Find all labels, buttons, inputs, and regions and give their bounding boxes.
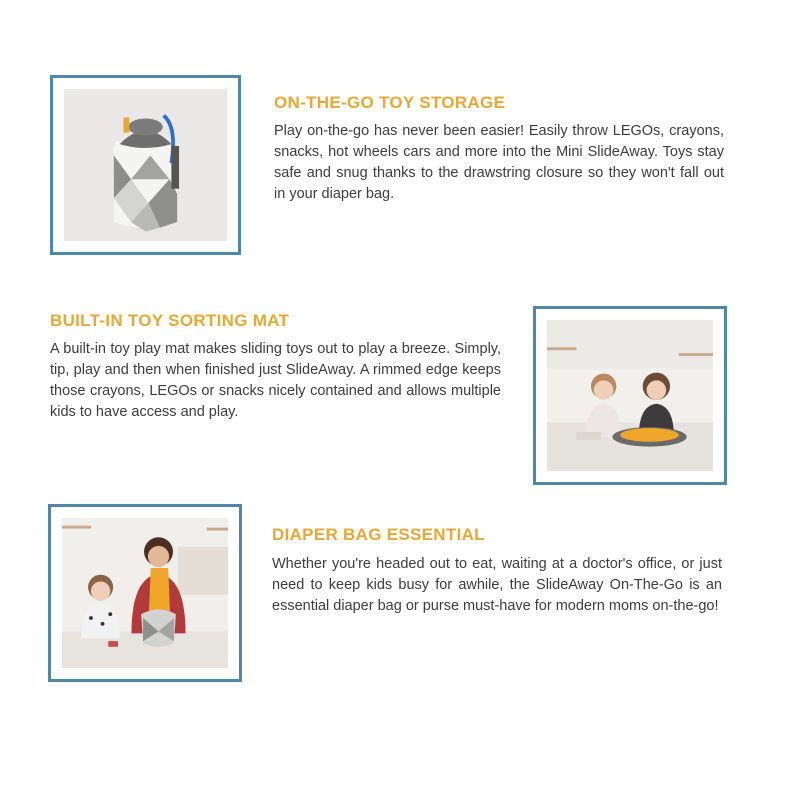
feature-3-image-frame [48,504,242,682]
feature-2-title: BUILT-IN TOY SORTING MAT [50,311,290,330]
feature-1-image-frame [50,75,241,255]
feature-3-title: DIAPER BAG ESSENTIAL [272,525,485,544]
feature-1-description: Play on-the-go has never been easier! Easily throw LEGOs, crayons, snacks, hot wheels cars and more into the Mini SlideAway. Toys stay safe and snug thanks to the drawstring closure so they won't fall out in your diaper bag. [274,123,724,202]
feature-3-description: Whether you're headed out to eat, waiting at a doctor's office, or just need to keep kids busy for awhile, the SlideAway On-The-Go is an essential diaper bag or purse must-have for modern moms on-the-go! [272,556,722,614]
slideaway-bag-photo [64,89,227,241]
kids-playing-photo [547,320,713,471]
feature-2-image-frame [533,306,727,485]
mom-and-child-photo [62,518,228,668]
feature-2-description: A built-in toy play mat makes sliding toys out to play a breeze. Simply, tip, play and then when finished just SlideAway. A rimmed edge keeps those crayons, LEGOs or snacks nicely contained and allows multiple kids to have access and play. [50,341,501,420]
feature-1-title: ON-THE-GO TOY STORAGE [274,93,506,112]
